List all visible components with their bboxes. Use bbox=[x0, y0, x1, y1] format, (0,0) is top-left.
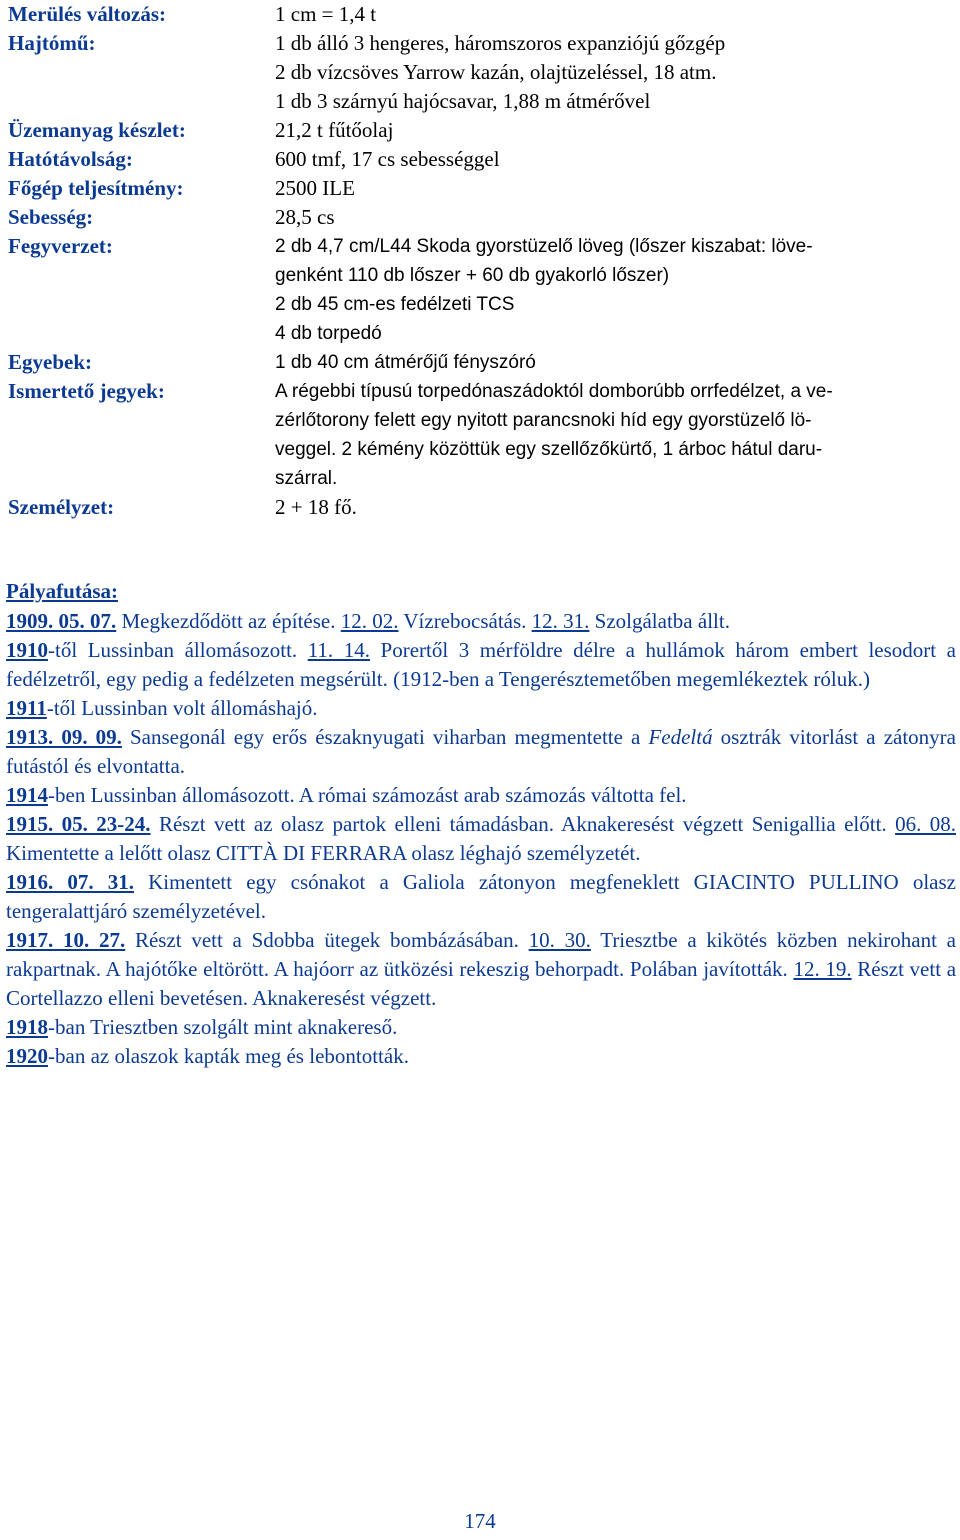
spec-label: Üzemanyag készlet: bbox=[8, 118, 186, 142]
spec-value-line: 1 db 40 cm átmérőjű fényszóró bbox=[275, 352, 536, 373]
spec-value bbox=[275, 0, 953, 29]
career-text: -ban az olaszok kapták meg és lebontották. bbox=[48, 1044, 409, 1068]
page-number: 174 bbox=[464, 1509, 496, 1533]
spec-value-line: 21,2 t fűtőolaj bbox=[275, 118, 394, 142]
spec-value-line: 1 cm = 1,4 t bbox=[275, 2, 377, 26]
career-date: 1910 bbox=[6, 638, 48, 662]
spec-value-line: 1 db álló 3 hengeres, háromszoros expanziójú gőzgép bbox=[275, 31, 726, 55]
spec-row bbox=[8, 203, 953, 232]
spec-value-line: 2500 ILE bbox=[275, 176, 355, 200]
spec-label: Ismertető jegyek: bbox=[8, 379, 165, 403]
career-entry bbox=[6, 636, 956, 694]
spec-label: Sebesség: bbox=[8, 205, 94, 229]
career-entry bbox=[6, 781, 956, 810]
spec-value bbox=[275, 232, 953, 348]
spec-value-line: 2 + 18 fő. bbox=[275, 495, 357, 519]
spec-label: Személyzet: bbox=[8, 495, 115, 519]
spec-value-line: 2 db vízcsöves Yarrow kazán, olajtüzeléssel, 18 atm. bbox=[275, 60, 717, 84]
career-entry bbox=[6, 926, 956, 1013]
career-text: osztrák vitorlást a zátonyra futástól és elvontatta. bbox=[6, 725, 956, 778]
career-text: -től Lussinban állomásozott. bbox=[48, 638, 308, 662]
career-text: Vízrebocsátás. bbox=[398, 609, 532, 633]
career-entry bbox=[6, 868, 956, 926]
spec-value-line: A régebbi típusú torpedónaszádoktól domborúbb orrfedélzet, a ve- bbox=[275, 381, 833, 402]
spec-row bbox=[8, 0, 953, 29]
career-date: 1916. 07. 31. bbox=[6, 870, 134, 894]
career-text: -ban Triesztben szolgált mint aknakereső. bbox=[48, 1015, 398, 1039]
career-text: Részt vett a Cortellazzo elleni bevetésen. Aknakeresést végzett. bbox=[6, 957, 957, 1010]
spec-value-line: 4 db torpedó bbox=[275, 323, 382, 344]
career-text: Sansegonál egy erős északnyugati viharban megmentette a bbox=[121, 725, 649, 749]
spec-value bbox=[275, 174, 953, 203]
career-text: Szolgálatba állt. bbox=[589, 609, 730, 633]
spec-value-line: 600 tmf, 17 cs sebességgel bbox=[275, 147, 500, 171]
career-date: 1909. 05. 07. bbox=[6, 609, 117, 633]
career-entry bbox=[6, 607, 956, 636]
spec-label: Hajtómű: bbox=[8, 31, 96, 55]
career-entry bbox=[6, 723, 956, 781]
spec-value bbox=[275, 493, 953, 522]
career-date: 1914 bbox=[6, 783, 48, 807]
spec-row bbox=[8, 145, 953, 174]
career-text: Megkezdődött az építése. bbox=[116, 609, 341, 633]
career-text: Kimentett egy csónakot a Galiola zátonyon megfeneklett GIACINTO PULLINO olasz tengeralattjáró személyzetével. bbox=[6, 870, 956, 923]
spec-row bbox=[8, 493, 953, 522]
career-date: 1918 bbox=[6, 1015, 48, 1039]
spec-value-line: 1 db 3 szárnyú hajócsavar, 1,88 m átmérővel bbox=[275, 89, 651, 113]
spec-value-line: szárral. bbox=[275, 468, 338, 489]
spec-row bbox=[8, 232, 953, 348]
career-text: -ben Lussinban állomásozott. A római számozást arab számozás váltotta fel. bbox=[48, 783, 687, 807]
career-ship-name: Fedeltá bbox=[648, 725, 713, 749]
spec-value bbox=[275, 116, 953, 145]
spec-label: Egyebek: bbox=[8, 350, 92, 374]
spec-label: Hatótávolság: bbox=[8, 147, 133, 171]
career-entry bbox=[6, 810, 956, 868]
spec-value-line: veggel. 2 kémény közöttük egy szellőzőkürtő, 1 árboc hátul daru- bbox=[275, 439, 823, 460]
career-entry bbox=[6, 1042, 956, 1071]
spec-value bbox=[275, 377, 953, 493]
career-text: Kimentette a lelőtt olasz CITTÀ DI FERRARA olasz léghajó személyzetét. bbox=[6, 841, 641, 865]
career-date: 1911 bbox=[6, 696, 47, 720]
career-section bbox=[6, 577, 956, 1071]
spec-row bbox=[8, 116, 953, 145]
spec-row bbox=[8, 377, 953, 493]
career-text: Porertől 3 mérföldre délre a hullámok három embert lesodort a fedélzetről, egy pedig a fedélzeten megsérült. (1912-ben a Tengerésztemetőben megemlékeztek róluk.) bbox=[6, 638, 956, 691]
career-lines bbox=[6, 607, 956, 1071]
career-date: 06. 08. bbox=[895, 812, 956, 836]
career-date: 11. 14. bbox=[307, 638, 370, 662]
spec-value-line: 28,5 cs bbox=[275, 205, 335, 229]
career-date: 12. 02. bbox=[340, 609, 399, 633]
career-date: 1915. 05. 23-24. bbox=[6, 812, 151, 836]
career-date: 1920 bbox=[6, 1044, 48, 1068]
spec-value bbox=[275, 145, 953, 174]
spec-value-line: genként 110 db lőszer + 60 db gyakorló lőszer) bbox=[275, 265, 670, 286]
spec-value bbox=[275, 348, 953, 377]
spec-row bbox=[8, 174, 953, 203]
spec-row bbox=[8, 348, 953, 377]
career-text: -től Lussinban volt állomáshajó. bbox=[46, 696, 318, 720]
spec-value-line: 2 db 45 cm-es fedélzeti TCS bbox=[275, 294, 515, 315]
career-entry bbox=[6, 1013, 956, 1042]
spec-value-line: zérlőtorony felett egy nyitott parancsnoki híd egy gyorstüzelő lö- bbox=[275, 410, 812, 431]
career-date: 12. 19. bbox=[793, 957, 852, 981]
career-date: 10. 30. bbox=[528, 928, 591, 952]
spec-value-line: 2 db 4,7 cm/L44 Skoda gyorstüzelő löveg (lőszer kiszabat: löve- bbox=[275, 236, 813, 257]
spec-label: Merülés változás: bbox=[8, 2, 167, 26]
career-date: 12. 31. bbox=[531, 609, 590, 633]
spec-value bbox=[275, 29, 953, 116]
career-entry bbox=[6, 694, 956, 723]
career-text: Részt vett az olasz partok elleni támadásban. Aknakeresést végzett Senigallia előtt. bbox=[150, 812, 896, 836]
spec-label: Főgép teljesítmény: bbox=[8, 176, 184, 200]
career-text: Triesztbe a kikötés közben nekirohant a rakpartnak. A hajótőke eltörött. A hajóorr az ütközési rekeszig behorpadt. Polában javították. bbox=[6, 928, 957, 981]
spec-table bbox=[8, 0, 953, 522]
spec-value bbox=[275, 203, 953, 232]
career-date: 1913. 09. 09. bbox=[6, 725, 122, 749]
career-date: 1917. 10. 27. bbox=[6, 928, 126, 952]
career-text: Részt vett a Sdobba ütegek bombázásában. bbox=[125, 928, 529, 952]
spec-row bbox=[8, 29, 953, 116]
career-title: Pályafutása: bbox=[6, 579, 118, 603]
spec-label: Fegyverzet: bbox=[8, 234, 113, 258]
